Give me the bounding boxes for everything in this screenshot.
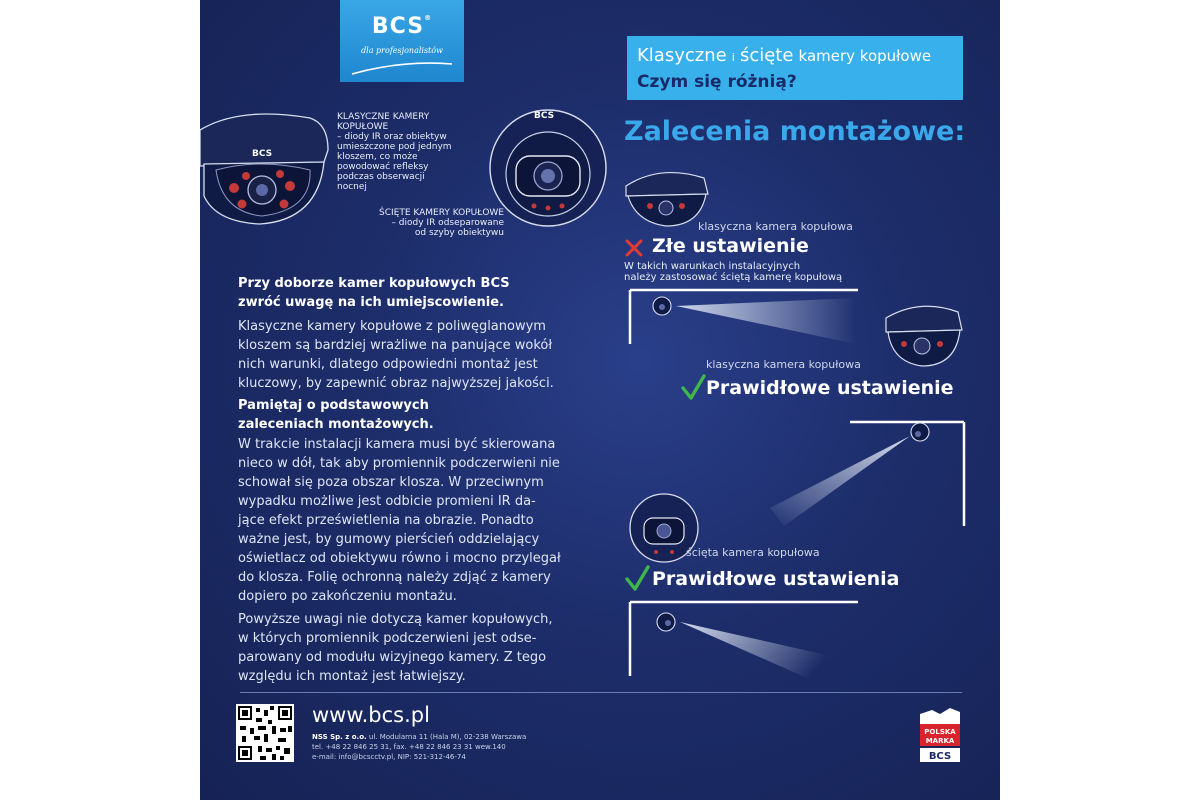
camera-brand-label: BCS [252, 149, 273, 159]
paragraph-line: do klosza. Folię ochronną należy zdjąć z kamery [238, 570, 551, 585]
company-address: ul. Modularna 11 (Hala M), 02-238 Warszawa [366, 733, 527, 741]
logo-tagline: dla profesjonalistów [361, 46, 443, 55]
caption-line: KLASYCZNE KAMERY [337, 112, 430, 122]
paragraph-line: kluczowy, by zapewnić obraz najwyższej jakości. [238, 376, 554, 391]
caption-line: – diody IR odseparowane [391, 218, 504, 228]
cut-camera-caption [356, 208, 504, 238]
check-icon [624, 563, 650, 593]
bcs-logo: BCS® dla profesjonalistów [340, 0, 464, 82]
reminder-line: Pamiętaj o podstawowych [238, 398, 429, 413]
scenario-1-camera-type: klasyczna kamera kopułowa [698, 220, 853, 233]
paragraph-line: w których promiennik podczerwieni jest odse- [238, 631, 537, 646]
paragraph-line: nich warunki, dlatego odpowiedni montaż jest [238, 357, 538, 372]
reminder-line: zaleceniach montażowych. [238, 417, 434, 432]
polska-marka-badge [918, 706, 962, 764]
caption-line: ŚCIĘTE KAMERY KOPUŁOWE [378, 208, 504, 218]
title-banner [627, 36, 963, 100]
note-line: należy zastosować ściętą kamerę kopułową [624, 272, 843, 283]
badge-line-2: MARKA [925, 737, 955, 745]
badge-brand: BCS [928, 751, 952, 762]
paragraph-line: dopiero po zakończeniu montażu. [238, 589, 457, 604]
caption-line: nocnej [337, 182, 367, 192]
caption-line: – diody IR oraz obiektyw [337, 132, 447, 142]
company-phone: tel. +48 22 846 25 31, fax. +48 22 846 23 31 wew.140 [312, 743, 506, 751]
scenario-3-status: Prawidłowe ustawienia [652, 568, 900, 590]
caption-line: KOPUŁOWE [337, 122, 389, 132]
footer-divider [240, 692, 962, 693]
paragraph-line: oświetlacz od obiektywu równo i mocno przylegał [238, 551, 561, 566]
paragraph-line: parowany od modułu wizyjnego kamery. Z tego [238, 650, 547, 665]
paragraph-line: ważne jest, by gumowy pierścień oddzielający [238, 532, 540, 547]
scenario-2-camera-type: klasyczna kamera kopułowa [706, 358, 861, 371]
caption-line: umieszczone pod jednym [337, 142, 452, 152]
paragraph-line: względu ich montaż jest łatwiejszy. [238, 669, 466, 684]
scenario-3-mount-diagram [626, 596, 966, 682]
intro-line: Przy doborze kamer kopułowych BCS [238, 276, 510, 291]
caption-line: kloszem, co może [337, 152, 418, 162]
caption-line: od szyby obiektywu [414, 228, 504, 238]
intro-line: zwróć uwagę na ich umiejscowienie. [238, 295, 504, 310]
logo-text: BCS [371, 14, 425, 39]
company-email: e-mail: info@bcscctv.pl, NIP: 521-312-46-74 [312, 753, 466, 761]
qr-code-icon [236, 704, 294, 762]
paragraph-line: jące efekt prześwietlenia na obrazie. Ponadto [238, 513, 534, 528]
recommendations-heading: Zalecenia montażowe: [624, 116, 966, 147]
caption-line: powodować refleksy [337, 162, 429, 172]
paragraph-line: kloszem są bardziej wrażliwe na panujące wokół [238, 338, 553, 353]
title-question: Czym się różnią? [637, 72, 797, 92]
caption-line: podczas obserwacji [337, 172, 425, 182]
paragraph-line: W trakcie instalacji kamera musi być skierowana [238, 437, 556, 452]
brochure-page [200, 0, 1000, 800]
paragraph-line: Powyższe uwagi nie dotyczą kamer kopułowych, [238, 612, 553, 627]
scenario-1-status: Złe ustawienie [652, 235, 809, 257]
scenario-1-note [624, 261, 842, 283]
title-line [637, 45, 931, 66]
paragraph-line: Klasyczne kamery kopułowe z poliwęglanowym [238, 319, 546, 334]
badge-line-1: POLSKA [924, 728, 956, 736]
scenario-2-mount-diagram [760, 416, 970, 528]
scenario-2-status: Prawidłowe ustawienie [706, 377, 954, 399]
classic-dome-camera-illustration [200, 100, 330, 235]
article [238, 274, 608, 686]
scenario-3-camera-type: ścięta kamera kopułowa [686, 546, 820, 559]
logo-swoosh-icon [350, 58, 454, 78]
paragraph-line: nieco w dół, tak aby promiennik podczerwieni nie [238, 456, 560, 471]
title-word-cut: ścięte [739, 45, 794, 66]
website-link[interactable]: www.bcs.pl [312, 703, 430, 727]
cut-dome-camera-illustration [486, 104, 612, 230]
scenario-2-camera-illustration [878, 296, 966, 372]
title-word-classic: Klasyczne [637, 45, 727, 66]
title-connector: i [731, 51, 735, 64]
paragraph-line: wypadku możliwe jest odbicie promieni IR da- [238, 494, 536, 509]
camera-brand-label-2: BCS [534, 111, 555, 121]
check-icon [680, 372, 706, 402]
note-line: W takich warunkach instalacyjnych [624, 261, 801, 272]
paragraph-line: schował się poza obszar klosza. W przeciwnym [238, 475, 544, 490]
company-info [312, 732, 526, 762]
company-name: NSS Sp. z o.o. [312, 733, 367, 741]
cross-icon [624, 238, 644, 258]
title-suffix: kamery kopułowe [798, 47, 932, 65]
classic-camera-caption [337, 112, 452, 192]
